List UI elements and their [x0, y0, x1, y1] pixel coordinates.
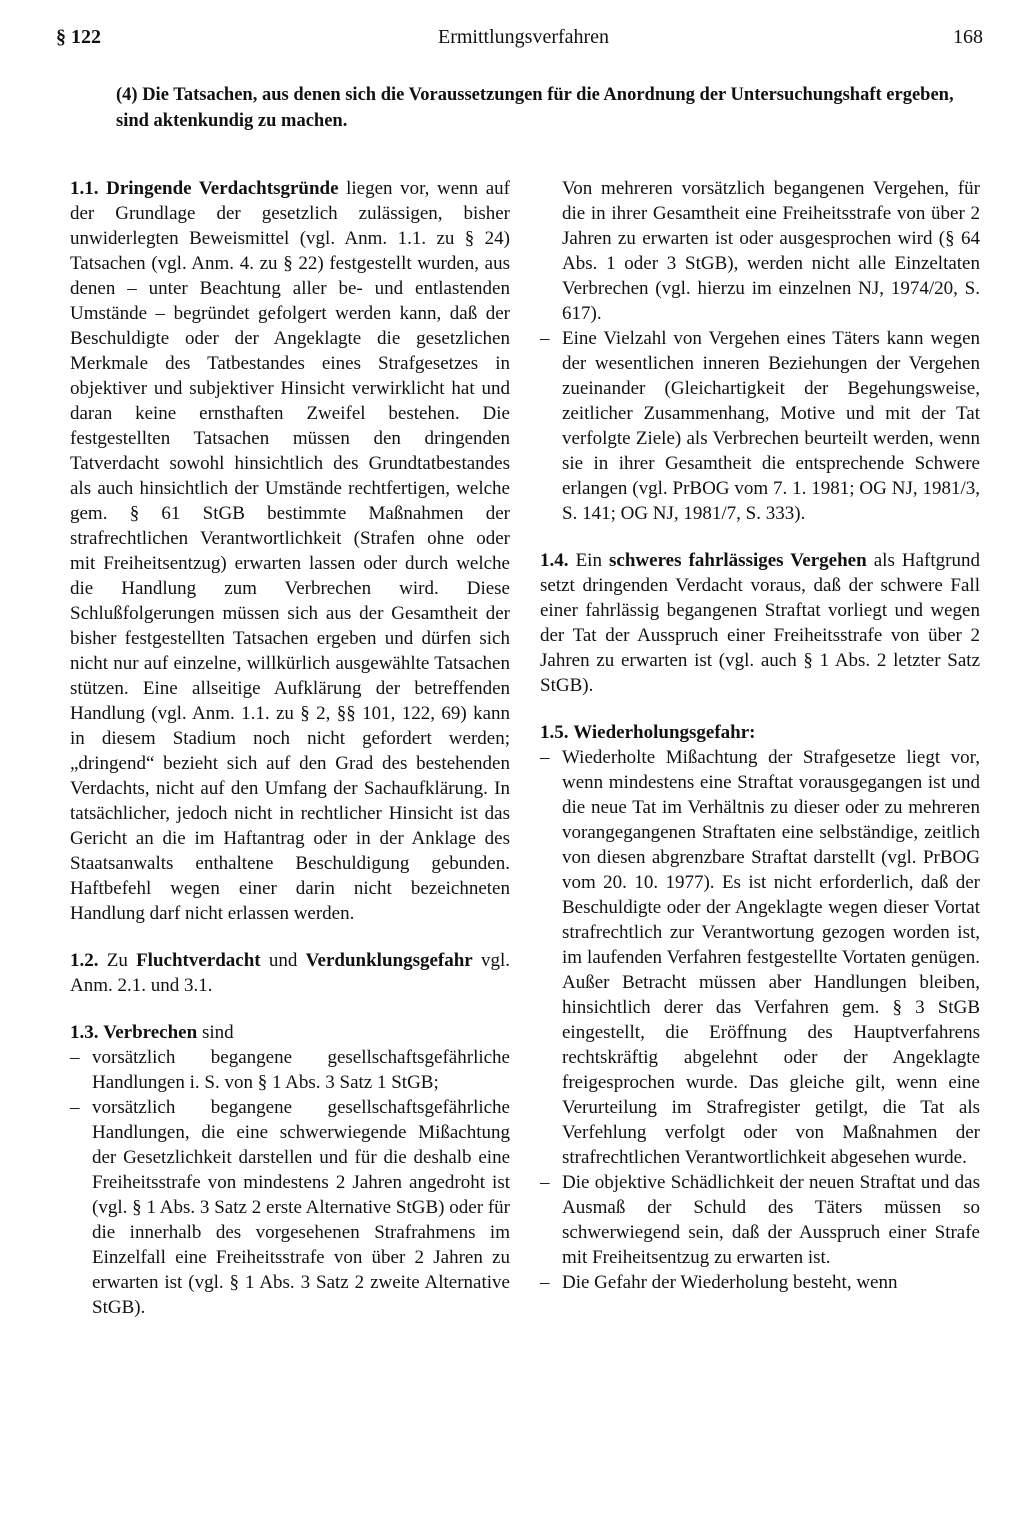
- continued-list-item-text: Von mehreren vorsätzlich begangenen Vergehen, für die in ihrer Gesamtheit eine Freiheitsstrafe von über 2 Jahren zu erwarten ist oder ausgesprochen wird (§ 64 Abs. 1 oder 3 StGB), werden nicht alle Einzeltaten Verbrechen (vgl. hierzu im einzelnen NJ, 1974/20, S. 617).: [562, 178, 980, 324]
- section-reference: § 122: [56, 26, 101, 48]
- list-item: [540, 326, 980, 526]
- dash-bullet: –: [540, 1272, 550, 1293]
- dash-bullet: –: [540, 1172, 550, 1193]
- section-title: Wiederholungsgefahr:: [573, 722, 756, 743]
- dash-bullet: –: [540, 747, 550, 768]
- dash-bullet: –: [540, 328, 550, 349]
- section-title: Verbrechen: [103, 1022, 198, 1043]
- section-1-3: [70, 1020, 510, 1045]
- section-text: vgl. Anm. 2.1. und 3.1.: [70, 950, 511, 996]
- section-text: und: [260, 950, 306, 971]
- running-title: Ermittlungsverfahren: [438, 26, 610, 48]
- section-number: 1.2.: [70, 950, 99, 971]
- list-item: [540, 745, 980, 1170]
- section-title: Dringende Verdachtsgründe: [106, 178, 339, 199]
- section-text: Ein: [568, 550, 610, 571]
- list-item: [70, 1045, 510, 1095]
- section-text: Zu: [98, 950, 137, 971]
- list-item-text: Eine Vielzahl von Vergehen eines Täters kann wegen der wesentlichen inneren Beziehungen der Vergehen zueinander (Gleichartigkeit der Begehungsweise, zeitlicher Zusammenhang, Motive und mit der Tat verfolgte Ziele) als Verbrechen beurteilt werden, wenn sie in ihrer Gesamtheit die entsprechende Schwere erlangen (vgl. PrBOG vom 7. 1. 1981; OG NJ, 1981/3, S. 141; OG NJ, 1981/7, S. 333).: [562, 328, 980, 524]
- page-number: 168: [953, 26, 983, 48]
- list-item: [70, 1095, 510, 1320]
- section-1-4: [540, 548, 980, 698]
- dash-bullet: –: [70, 1097, 80, 1118]
- list-item-text: Die Gefahr der Wiederholung besteht, wenn: [562, 1272, 898, 1293]
- section-number: 1.1.: [70, 178, 99, 199]
- section-text: als Haftgrund setzt dringenden Verdacht voraus, daß der schwere Fall einer fahrlässig begangenen Straftat vorliegt und wegen der Tat der Ausspruch einer Freiheitsstrafe von über 2 Jahren zu erwarten ist (vgl. auch § 1 Abs. 2 letzter Satz StGB).: [540, 550, 980, 696]
- left-column: [70, 176, 510, 1320]
- page-header: [0, 26, 1024, 60]
- section-number: 1.3.: [70, 1022, 99, 1043]
- list-item-text: Die objektive Schädlichkeit der neuen Straftat und das Ausmaß der Schuld des Täters müssen so schwerwiegend sein, daß der Ausspruch einer Strafe mit Freiheitsentzug zu erwarten ist.: [562, 1172, 980, 1268]
- section-number: 1.5.: [540, 722, 569, 743]
- section-title: schweres fahrlässiges Vergehen: [609, 550, 867, 571]
- dash-bullet: –: [70, 1047, 80, 1068]
- section-text: sind: [197, 1022, 234, 1043]
- section-title: Fluchtverdacht: [136, 950, 261, 971]
- section-1-1: [70, 176, 510, 926]
- section-1-5: [540, 720, 980, 745]
- section-1-2: [70, 948, 510, 998]
- intro-paragraph: (4) Die Tatsachen, aus denen sich die Voraussetzungen für die Anordnung der Untersuchungshaft ergeben, sind aktenkundig zu machen.: [116, 85, 954, 131]
- crime-definition-list: [70, 1045, 510, 1320]
- list-item: [540, 1170, 980, 1270]
- section-text: liegen vor, wenn auf der Grundlage der gesetzlich zulässigen, bisher unwiderlegten Beweismittel (vgl. Anm. 1.1. zu § 24) Tatsachen (vgl. Anm. 4. zu § 22) festgestellt wurden, aus denen – unter Beachtung aller be- und entlastenden Umstände – begründet gefolgert werden kann, daß der Beschuldigte oder der Angeklagte die gesetzlichen Merkmale des Tatbestandes eines Strafgesetzes in objektiver und subjektiver Hinsicht verwirklicht hat und daran keine ernsthaften Zweifel bestehen. Die festgestellten Tatsachen müssen den dringenden Tatverdacht sowohl hinsichtlich des Grundtatbestandes als auch hinsichtlich der Umstände rechtfertigen, welche gem. § 61 StGB bestimmte Maßnahmen der strafrechtlichen Verantwortlichkeit (Strafen ohne oder mit Freiheitsentzug) erwarten lassen oder durch welche die Handlung zum Verbrechen wird. Diese Schlußfolgerungen müssen sich aus der Gesamtheit der bisher festgestellten Tatsachen ergeben und dürfen sich nicht nur auf einzelne, willkürlich ausgewählte Tatsachen stützen. Eine allseitige Aufklärung der betreffenden Handlung (vgl. Anm. 1.1. zu § 2, §§ 101, 122, 69) kann in diesem Stadium noch nicht gefordert werden; „dringend“ bezieht sich auf den Grad des bestehenden Verdachts, nicht auf den Umfang der Sachaufklärung. In tatsächlicher, jedoch nicht in rechtlicher Hinsicht ist das Gericht an die im Haftantrag oder in der Anklage des Staatsanwalts enthaltene Beschuldigung gebunden. Haftbefehl wegen einer darin nicht bezeichneten Handlung darf nicht erlassen werden.: [70, 178, 511, 924]
- section-number: 1.4.: [540, 550, 569, 571]
- repetition-risk-list: [540, 745, 980, 1295]
- list-item-text: Wiederholte Mißachtung der Strafgesetze liegt vor, wenn mindestens eine Straftat vorausgegangen ist und die neue Tat im Verhältnis zu dieser oder zu mehreren vorangegangenen Straftaten eine selbständige, zeitlich von diesen abgrenzbare Straftat darstellt (vgl. PrBOG vom 20. 10. 1977). Es ist nicht erforderlich, daß der Beschuldigte oder der Angeklagte wegen dieser Vortat strafrechtlich zur Verantwortung gezogen worden ist, im laufenden Verfahren festgestellte Vortaten genügen. Außer Betracht müssen aber Handlungen bleiben, hinsichtlich derer das Verfahren gem. § 3 StGB eingestellt, die Eröffnung des Hauptverfahrens rechtskräftig abgelehnt oder der Angeklagte freigesprochen wurde. Das gleiche gilt, wenn eine Verurteilung im Strafregister getilgt, die Tat als Verfehlung verfolgt oder von Maßnahmen der strafrechtlichen Verantwortlichkeit abgesehen wurde.: [562, 747, 980, 1168]
- list-item: [540, 1270, 980, 1295]
- continued-list: [540, 326, 980, 526]
- section-title: Verdunklungsgefahr: [305, 950, 473, 971]
- list-item-text: vorsätzlich begangene gesellschaftsgefährliche Handlungen, die eine schwerwiegende Mißachtung der Gesetzlichkeit darstellen und für die deshalb eine Freiheitsstrafe von mindestens 2 Jahren angedroht ist (vgl. § 1 Abs. 3 Satz 2 erste Alternative StGB) oder für die innerhalb des vorgesehenen Strafrahmens im Einzelfall eine Freiheitsstrafe von über 2 Jahren zu erwarten ist (vgl. § 1 Abs. 3 Satz 2 zweite Alternative StGB).: [92, 1097, 510, 1318]
- list-item-text: vorsätzlich begangene gesellschaftsgefährliche Handlungen i. S. von § 1 Abs. 3 Satz 1 StGB;: [92, 1047, 510, 1093]
- right-column: [540, 176, 980, 1295]
